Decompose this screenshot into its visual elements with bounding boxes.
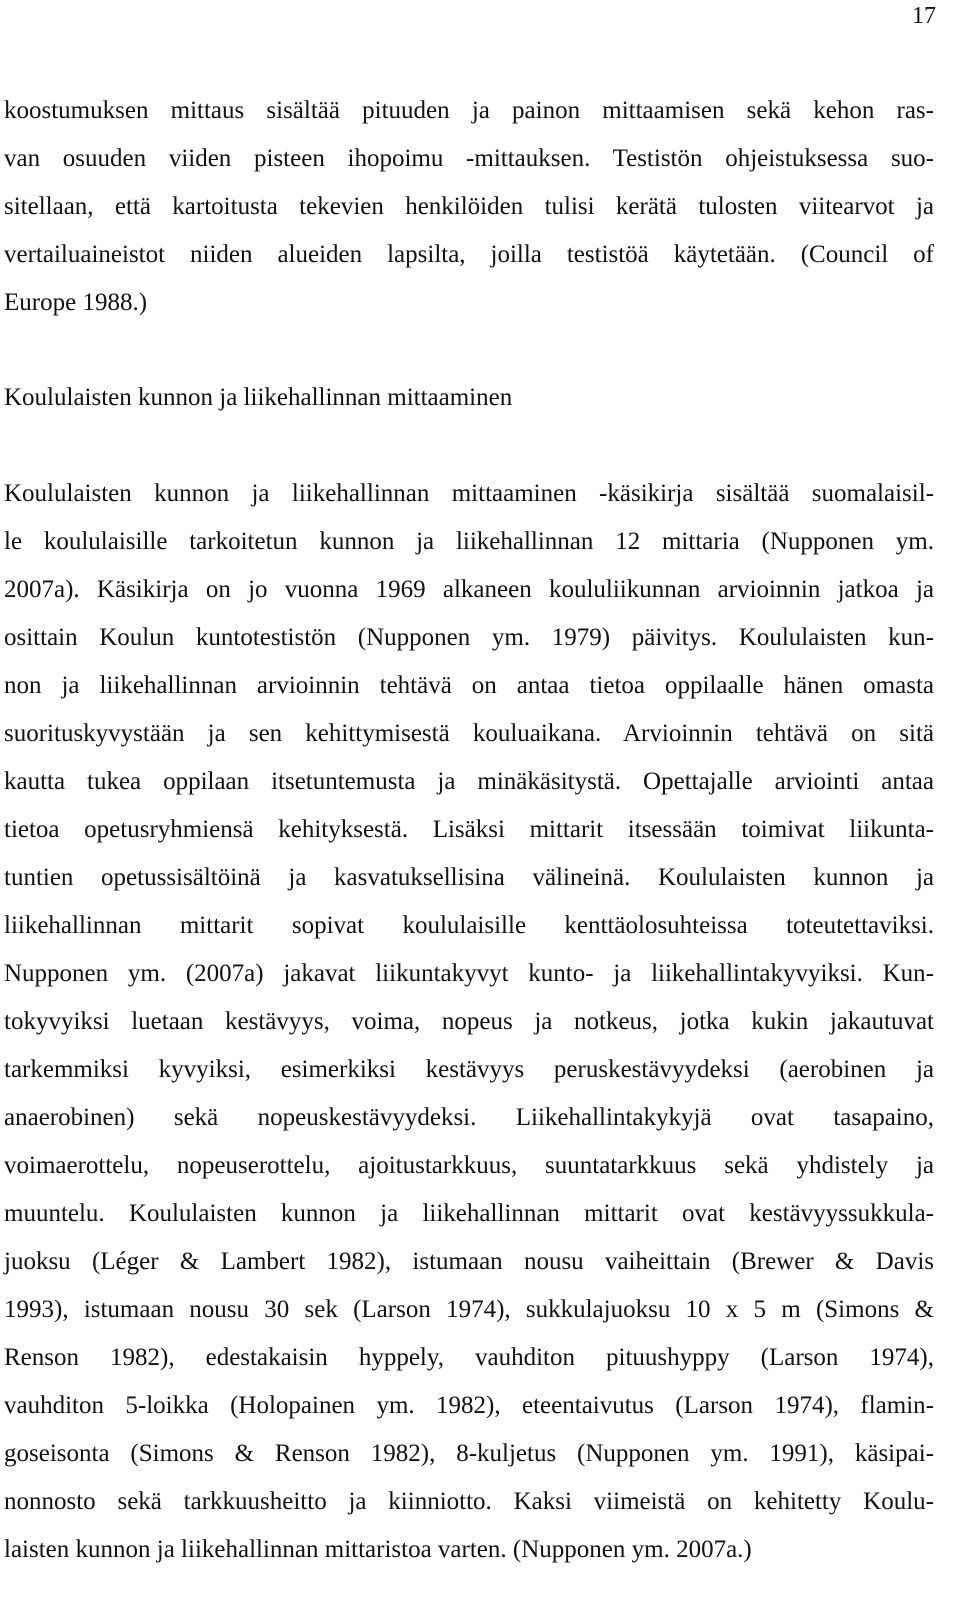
paragraph-line: nonnosto sekä tarkkuusheitto ja kiinniotto. Kaksi viimeistä on kehitetty Koulu- bbox=[4, 1488, 934, 1515]
paragraph-line: juoksu (Léger & Lambert 1982), istumaan nousu vaiheittain (Brewer & Davis bbox=[4, 1248, 934, 1275]
paragraph-line: suorituskyvystään ja sen kehittymisestä kouluaikana. Arvioinnin tehtävä on sitä bbox=[4, 720, 934, 747]
paragraph-line: tuntien opetussisältöinä ja kasvatuksellisina välineinä. Koululaisten kunnon ja bbox=[4, 864, 934, 891]
page-number: 17 bbox=[912, 3, 936, 29]
paragraph-line: Koululaisten kunnon ja liikehallinnan mittaaminen -käsikirja sisältää suomalaisil- bbox=[4, 480, 934, 507]
paragraph-line: voimaerottelu, nopeuserottelu, ajoitustarkkuus, suuntatarkkuus sekä yhdistely ja bbox=[4, 1152, 934, 1179]
section-heading: Koululaisten kunnon ja liikehallinnan mittaaminen bbox=[4, 384, 513, 411]
paragraph-line: koostumuksen mittaus sisältää pituuden ja painon mittaamisen sekä kehon ras- bbox=[4, 97, 934, 124]
paragraph-line: osittain Koulun kuntotestistön (Nupponen ym. 1979) päivitys. Koululaisten kun- bbox=[4, 624, 934, 651]
paragraph-line: liikehallinnan mittarit sopivat koululaisille kenttäolosuhteissa toteutettaviksi. bbox=[4, 912, 934, 939]
paragraph-line: goseisonta (Simons & Renson 1982), 8-kuljetus (Nupponen ym. 1991), käsipai- bbox=[4, 1440, 934, 1467]
paragraph-line: van osuuden viiden pisteen ihopoimu -mittauksen. Testistön ohjeistuksessa suo- bbox=[4, 145, 934, 172]
paragraph-line: Europe 1988.) bbox=[4, 289, 148, 316]
paragraph-line: vauhditon 5-loikka (Holopainen ym. 1982), eteentaivutus (Larson 1974), flamin- bbox=[4, 1392, 934, 1419]
paragraph-line: vertailuaineistot niiden alueiden lapsilta, joilla testistöä käytetään. (Council of bbox=[4, 241, 934, 268]
paragraph-line: laisten kunnon ja liikehallinnan mittaristoa varten. (Nupponen ym. 2007a.) bbox=[4, 1536, 752, 1563]
paragraph-line: non ja liikehallinnan arvioinnin tehtävä on antaa tietoa oppilaalle hänen omasta bbox=[4, 672, 934, 699]
paragraph-line: tokyvyiksi luetaan kestävyys, voima, nopeus ja notkeus, jotka kukin jakautuvat bbox=[4, 1008, 934, 1035]
paragraph-line: Renson 1982), edestakaisin hyppely, vauhditon pituushyppy (Larson 1974), bbox=[4, 1344, 934, 1371]
paragraph-line: le koululaisille tarkoitetun kunnon ja liikehallinnan 12 mittaria (Nupponen ym. bbox=[4, 528, 934, 555]
paragraph-line: 1993), istumaan nousu 30 sek (Larson 1974), sukkulajuoksu 10 x 5 m (Simons & bbox=[4, 1296, 934, 1323]
paragraph-line: kautta tukea oppilaan itsetuntemusta ja minäkäsitystä. Opettajalle arviointi antaa bbox=[4, 768, 934, 795]
paragraph-line: muuntelu. Koululaisten kunnon ja liikehallinnan mittarit ovat kestävyyssukkula- bbox=[4, 1200, 934, 1227]
paragraph-line: Nupponen ym. (2007a) jakavat liikuntakyvyt kunto- ja liikehallintakyvyiksi. Kun- bbox=[4, 960, 934, 987]
paragraph-line: sitellaan, että kartoitusta tekevien henkilöiden tulisi kerätä tulosten viitearvot ja bbox=[4, 193, 934, 220]
paragraph-line: 2007a). Käsikirja on jo vuonna 1969 alkaneen koululiikunnan arvioinnin jatkoa ja bbox=[4, 576, 934, 603]
paragraph-line: anaerobinen) sekä nopeuskestävyydeksi. Liikehallintakykyjä ovat tasapaino, bbox=[4, 1104, 934, 1131]
paragraph-line: tietoa opetusryhmiensä kehityksestä. Lisäksi mittarit itsessään toimivat liikunta- bbox=[4, 816, 934, 843]
paragraph-line: tarkemmiksi kyvyiksi, esimerkiksi kestävyys peruskestävyydeksi (aerobinen ja bbox=[4, 1056, 934, 1083]
